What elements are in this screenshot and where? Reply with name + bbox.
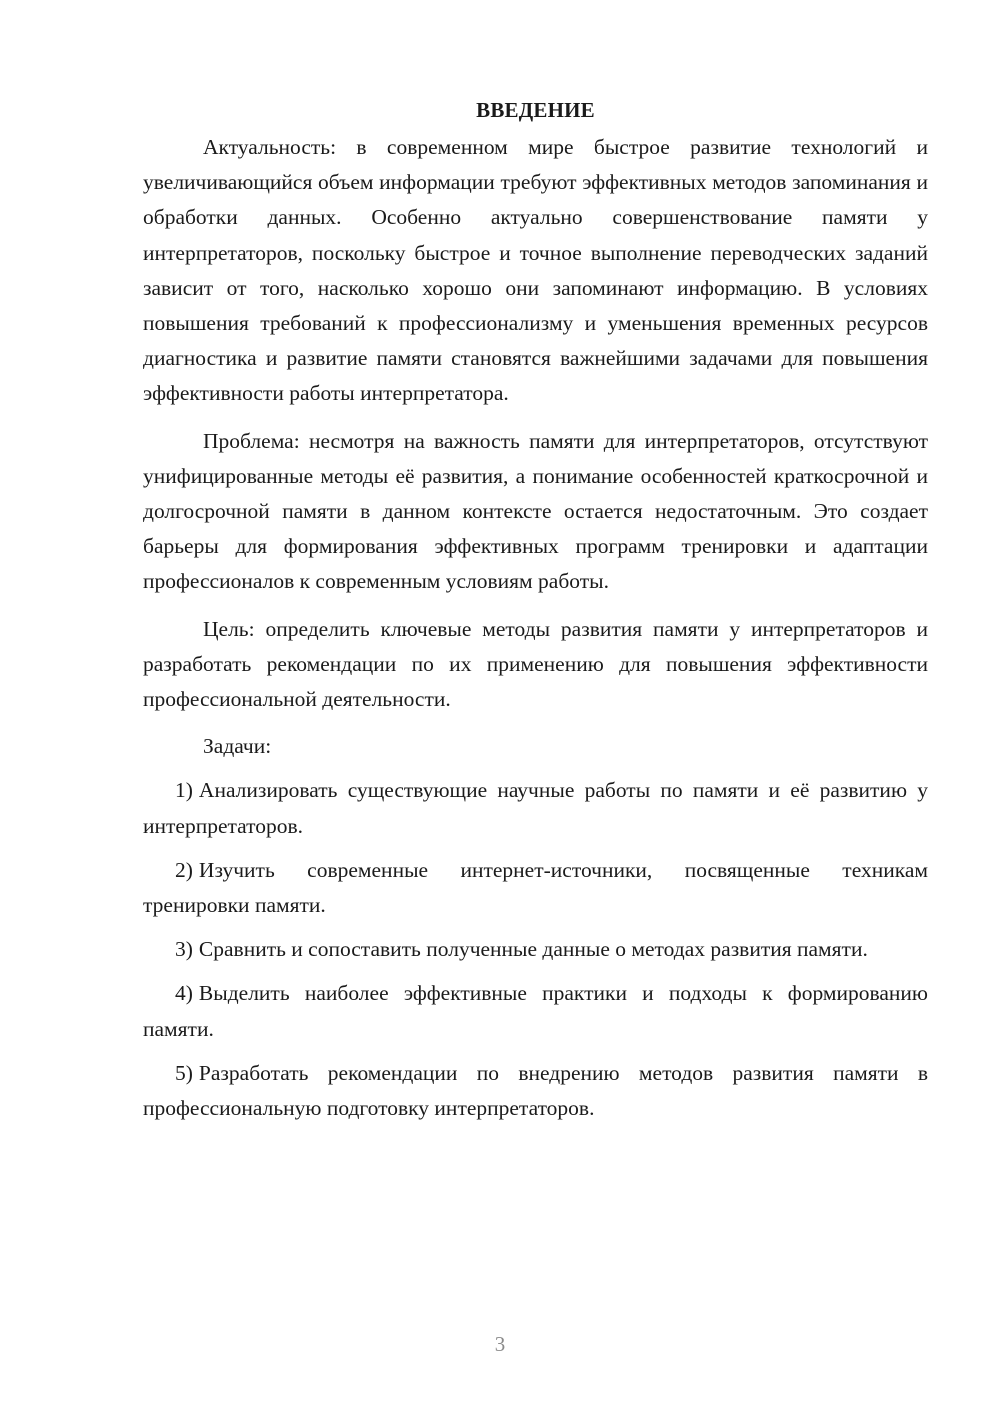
list-item (143, 853, 928, 923)
list-item (143, 976, 928, 1046)
list-item-number: 3) (175, 937, 193, 962)
list-item-number: 4) (175, 981, 193, 1006)
list-item-number: 1) (175, 778, 193, 803)
list-item-number: 5) (175, 1060, 193, 1085)
list-item-text: Изучить современные интернет-источники, посвященные техникам тренировки памяти. (143, 857, 928, 918)
page-content (143, 92, 928, 1126)
relevance-paragraph: Актуальность: в современном мире быстрое развитие технологий и увеличивающийся объем информации требуют эффективных методов запоминания и обработки данных. Особенно актуально совершенствование памяти у интерпретаторов, поскольку быстрое и точное выполнение переводческих заданий зависит от того, насколько хорошо они запоминают информацию. В условиях повышения требований к профессионализму и уменьшения временных ресурсов диагностика и развитие памяти становятся важнейшими задачами для повышения эффективности работы интерпретатора. (143, 135, 928, 406)
tasks-label: Задачи: (203, 734, 272, 759)
list-item-text: Выделить наиболее эффективные практики и подходы к формированию памяти. (143, 981, 928, 1041)
list-item-text: Сравнить и сопоставить полученные данные о методах развития памяти. (198, 937, 868, 962)
list-item-number: 2) (175, 857, 193, 882)
goal-paragraph: Цель: определить ключевые методы развития памяти у интерпретаторов и разработать рекомендации по их применению для повышения эффективности профессиональной деятельности. (143, 616, 928, 712)
list-item-text: Анализировать существующие научные работы по памяти и её развитию у интерпретаторов. (143, 778, 928, 838)
problem-paragraph: Проблема: несмотря на важность памяти для интерпретаторов, отсутствуют унифицированные методы её развития, а понимание особенностей краткосрочной и долгосрочной памяти в данном контексте остается недостаточным. Это создает барьеры для формирования эффективных программ тренировки и адаптации профессионалов к современным условиям работы. (143, 428, 928, 594)
section-heading: ВВЕДЕНИЕ (476, 98, 595, 122)
page-number: 3 (494, 1332, 506, 1356)
tasks-list (143, 773, 928, 1126)
list-item (143, 932, 928, 967)
list-item (143, 1056, 928, 1126)
list-item-text: Разработать рекомендации по внедрению методов развития памяти в профессиональную подготовку интерпретаторов. (143, 1060, 928, 1121)
list-item (143, 773, 928, 843)
